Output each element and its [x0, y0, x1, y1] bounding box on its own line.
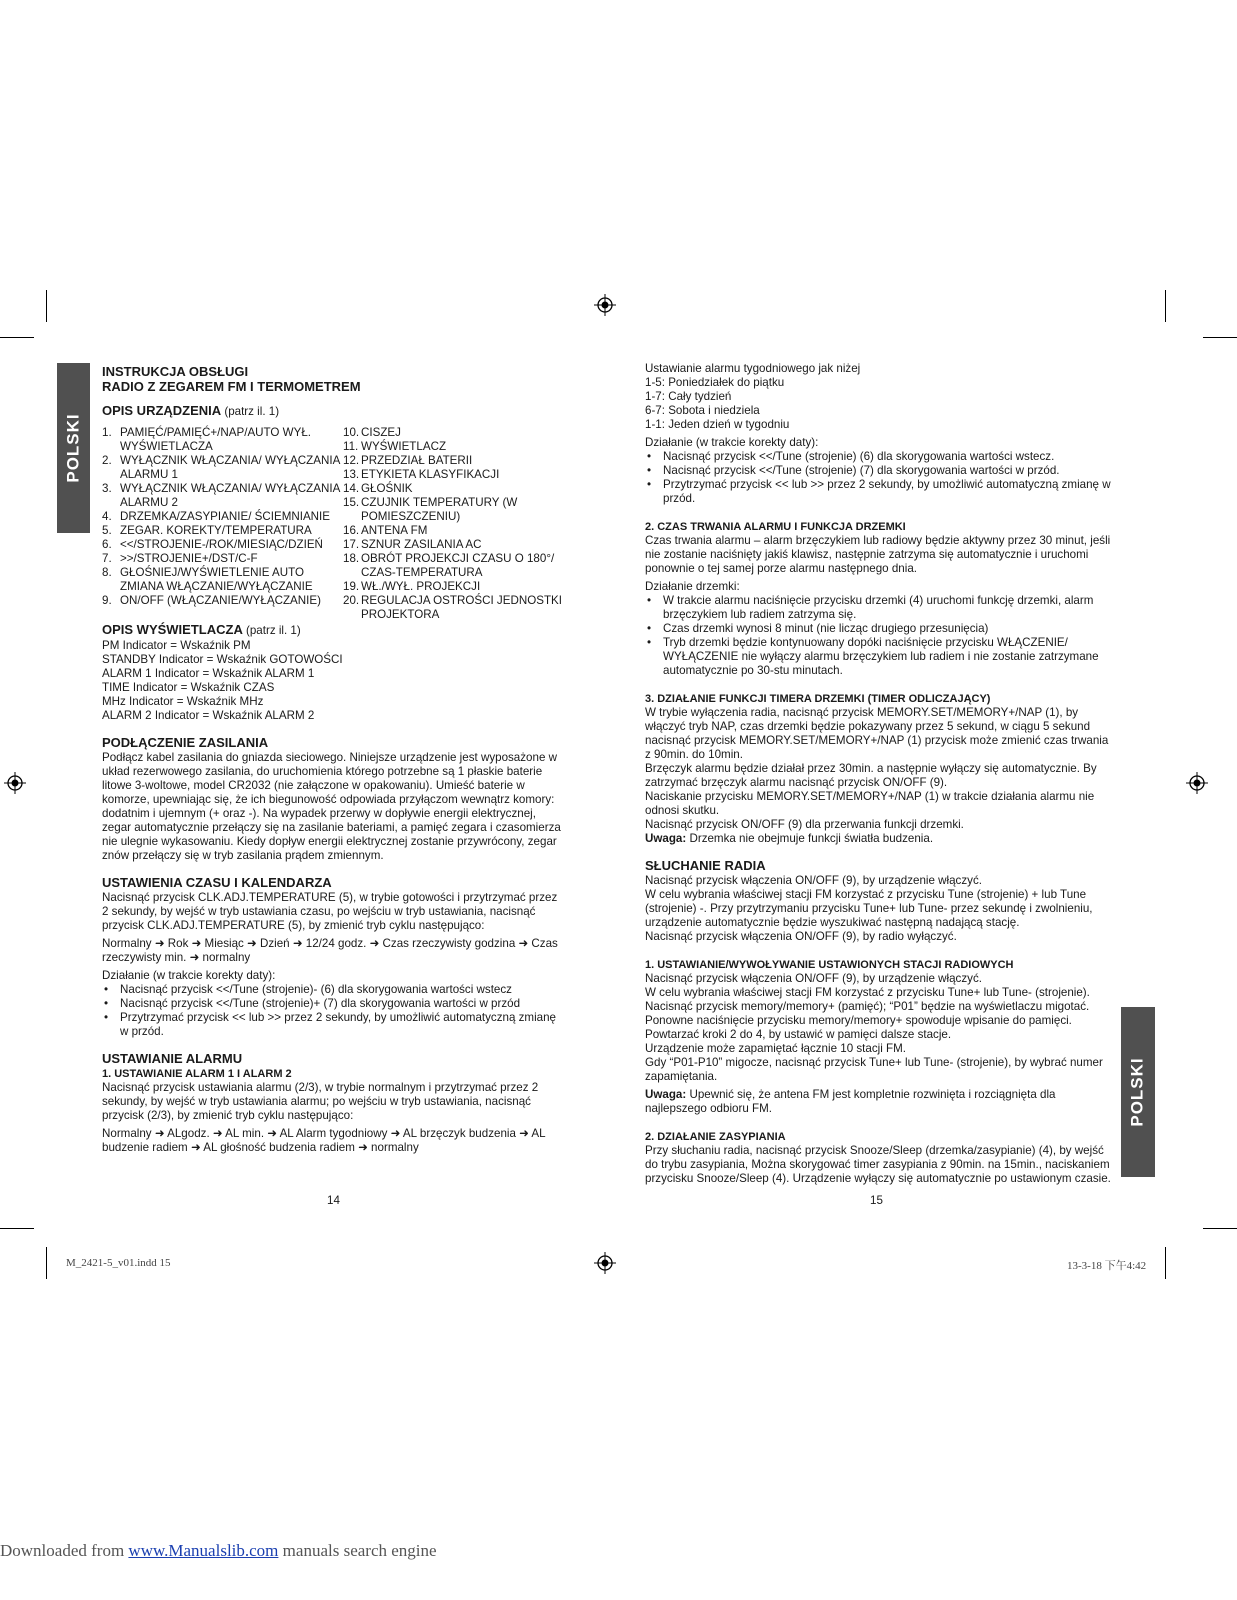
- list-item: 15. CZUJNIK TEMPERATURY (W POMIESZCZENIU): [343, 496, 518, 523]
- section-heading: PODŁĄCZENIE ZASILANIA: [102, 735, 269, 750]
- list-item: • W trakcie alarmu naciśnięcie przycisku drzemki (4) uruchomi funkcję drzemki, alarm brzęczykiem lub radiem zatrzyma się.: [645, 594, 1111, 622]
- parts-list-right: [343, 426, 564, 622]
- subsection-heading: 1. USTAWIANIE ALARM 1 I ALARM 2: [102, 1068, 292, 1080]
- paragraph: W celu wybrania właściwej stacji FM korzystać z przycisku Tune (strojenie) + lub Tune (strojenie) -. Przy przytrzymaniu przycisku Tune+ lub Tune- przez sekundę i zwolnieniu, urządzenie automatycznie będzie wyszukiwać następną nadającą stację.: [645, 888, 1093, 929]
- paragraph: Czas trwania alarmu – alarm brzęczykiem lub radiowy będzie aktywny przez 30 minut, jeśli nie zostanie naciśnięty jakiś klawisz, następnie zatrzyma się automatycznie i uruchomi ponownie o tej samej porze alarmu następnego dnia.: [645, 534, 1111, 575]
- crop-mark: [1165, 1247, 1166, 1279]
- list-item: 14. GŁOŚNIK: [343, 482, 413, 495]
- list-item: 5. ZEGAR. KOREKTY/TEMPERATURA: [102, 524, 312, 537]
- crop-mark: [1203, 1228, 1237, 1229]
- language-tab-left: [57, 363, 90, 533]
- paragraph: Działanie drzemki:: [645, 580, 740, 593]
- paragraph: W celu wybrania właściwej stacji FM korzystać z przycisku Tune+ lub Tune- (strojenie).: [645, 986, 1090, 999]
- list-item: 9. ON/OFF (WŁĄCZANIE/WYŁĄCZANIE): [102, 594, 321, 607]
- paragraph: Powtarzać kroki 2 do 4, by ustawić w pamięci dalsze stacje.: [645, 1028, 952, 1041]
- paragraph: Normalny ➜ ALgodz. ➜ AL min. ➜ AL Alarm tygodniowy ➜ AL brzęczyk budzenia ➜ AL budzenie radiem ➜ AL głośność budzenia radiem ➜ normalny: [102, 1127, 546, 1154]
- paragraph: Nacisnąć przycisk włączenia ON/OFF (9), by radio wyłączyć.: [645, 930, 957, 943]
- list-item: • Czas drzemki wynosi 8 minut (nie licząc drugiego przesunięcia): [645, 622, 1111, 636]
- note: Uwaga: Drzemka nie obejmuje funkcji światła budzenia.: [645, 832, 934, 845]
- paragraph: Urządzenie może zapamiętać łącznie 10 stacji FM.: [645, 1042, 906, 1055]
- display-indicator: ALARM 2 Indicator = Wskaźnik ALARM 2: [102, 709, 315, 722]
- list-item: • Przytrzymać przycisk << lub >> przez 2 sekundy, by umożliwić automatyczną zmianę w przód.: [102, 1011, 564, 1039]
- page-number: 15: [870, 1194, 883, 1207]
- paragraph: Naciskanie przycisku MEMORY.SET/MEMORY+/NAP (1) w trakcie działania alarmu nie odnosi skutku.: [645, 790, 1095, 817]
- list-item: • Tryb drzemki będzie kontynuowany dopóki naciśnięcie przycisku WŁĄCZENIE/ WYŁĄCZENIE nie wyłączy alarmu brzęczykiem lub radiem i nie zostanie zatrzymane automatycznie po 30-stu minutach.: [645, 636, 1111, 678]
- parts-list: [102, 426, 564, 622]
- subsection-heading: 2. DZIAŁANIE ZASYPIANIA: [645, 1131, 786, 1143]
- list-item: 4. DRZEMKA/ZASYPIANIE/ ŚCIEMNIANIE: [102, 510, 331, 523]
- subsection-heading: 3. DZIAŁANIE FUNKCJI TIMERA DRZEMKI (TIMER ODLICZAJĄCY): [645, 693, 991, 705]
- crop-mark: [46, 290, 47, 322]
- paragraph: 1-5: Poniedziałek do piątku: [645, 376, 785, 389]
- manual-subtitle: RADIO Z ZEGAREM FM I TERMOMETREM: [102, 379, 361, 394]
- section-heading: OPIS WYŚWIETLACZA (patrz il. 1): [102, 622, 301, 637]
- crop-mark: [1203, 337, 1237, 338]
- paragraph: Nacisnąć przycisk ustawiania alarmu (2/3), w trybie normalnym i przytrzymać przez 2 sekundy, by wejść w tryb ustawiania alarmu; po wejściu w tryb ustawiania, nacisnąć przycisk (2/3), by zmienić tryb cyklu następująco:: [102, 1081, 539, 1122]
- list-item: 11. WYŚWIETLACZ: [343, 440, 447, 453]
- registration-mark-icon: [594, 1252, 616, 1274]
- list-item: 13. ETYKIETA KLASYFIKACJI: [343, 468, 500, 481]
- language-tab-label: POLSKI: [1128, 1057, 1148, 1127]
- download-credit: Downloaded from www.Manualslib.com manuals search engine: [0, 1541, 437, 1560]
- paragraph: Gdy “P01-P10” migocze, nacisnąć przycisk Tune+ lub Tune- (strojenie), by wybrać numer zapamiętania.: [645, 1056, 1103, 1083]
- display-indicator: TIME Indicator = Wskaźnik CZAS: [102, 681, 275, 694]
- paragraph: Działanie (w trakcie korekty daty):: [102, 969, 276, 982]
- crop-mark: [0, 1228, 34, 1229]
- display-indicator: ALARM 1 Indicator = Wskaźnik ALARM 1: [102, 667, 315, 680]
- print-slug-file: M_2421-5_v01.indd 15: [66, 1257, 171, 1269]
- paragraph: 1-1: Jeden dzień w tygodniu: [645, 418, 790, 431]
- list-item: 20. REGULACJA OSTROŚCI JEDNOSTKI PROJEKTORA: [343, 594, 562, 621]
- list-item: 3. WYŁĄCZNIK WŁĄCZANIA/ WYŁĄCZANIA ALARMU 2: [102, 482, 340, 509]
- paragraph: Działanie (w trakcie korekty daty):: [645, 436, 819, 449]
- language-tab-right: [1121, 1007, 1155, 1177]
- list-item: 17. SZNUR ZASILANIA AC: [343, 538, 482, 551]
- crop-mark: [46, 1247, 47, 1279]
- list-item: 16. ANTENA FM: [343, 524, 428, 537]
- subsection-heading: 1. USTAWIANIE/WYWOŁYWANIE USTAWIONYCH STACJI RADIOWYCH: [645, 959, 1014, 971]
- list-item: 6. <</STROJENIE-/ROK/MIESIĄC/DZIEŃ: [102, 538, 323, 551]
- subsection-heading: 2. CZAS TRWANIA ALARMU I FUNKCJA DRZEMKI: [645, 521, 906, 533]
- paragraph: Nacisnąć przycisk CLK.ADJ.TEMPERATURE (5), w trybie gotowości i przytrzymać przez 2 sekundy, by wejść w tryb ustawiania czasu, po wejściu w tryb ustawiania, nacisnąć przycisk CLK.ADJ.TEMPERATURE (5), by zmienić tryb cyklu następująco:: [102, 891, 558, 932]
- paragraph: Podłącz kabel zasilania do gniazda sieciowego. Niniejsze urządzenie jest wyposażone w układ rezerwowego zasilania, do uruchomienia którego potrzebne są 1 płaskie baterie litowe 3-woltowe, model CR2032 (nie załączone w opakowaniu). Umieść baterie w komorze, upewniając się, że ich biegunowość odpowiada przyłączom wewnątrz komory: dodatnim i ujemnym (+ oraz -). Na wypadek przerwy w dopływie energii elektrycznej, zegar automatycznie przełączy się na zasilanie bateriami, a pamięć zegara i czasomierza nie ulegnie wykasowaniu. Kiedy dopływ energii elektrycznej zostanie przywrócony, zegar znów przełączy się w tryb zasilania prądem zmiennym.: [102, 751, 561, 862]
- registration-mark-icon: [4, 772, 26, 794]
- list-item: 12. PRZEDZIAŁ BATERII: [343, 454, 473, 467]
- bullet-list: [645, 594, 1111, 678]
- section-heading: OPIS URZĄDZENIA (patrz il. 1): [102, 403, 280, 418]
- list-item: 18. OBRÓT PROJEKCJI CZASU O 180°/ CZAS-TEMPERATURA: [343, 552, 555, 579]
- registration-mark-icon: [594, 294, 616, 316]
- parts-list-left: [102, 426, 343, 622]
- list-item: • Nacisnąć przycisk <</Tune (strojenie)+ (7) dla skorygowania wartości w przód: [102, 997, 564, 1011]
- paragraph: Normalny ➜ Rok ➜ Miesiąc ➜ Dzień ➜ 12/24 godz. ➜ Czas rzeczywisty godzina ➜ Czas rzeczywisty min. ➜ normalny: [102, 937, 558, 964]
- paragraph: Nacisnąć przycisk włączenia ON/OFF (9), by urządzenie włączyć.: [645, 874, 982, 887]
- list-item: 19. WŁ./WYŁ. PROJEKCJI: [343, 580, 481, 593]
- paragraph: Brzęczyk alarmu będzie działał przez 30min. a następnie wyłączy się automatycznie. By zatrzymać brzęczyk alarmu nacisnąć przycisk ON/OFF (9).: [645, 762, 1097, 789]
- paragraph: Przy słuchaniu radia, nacisnąć przycisk Snooze/Sleep (drzemka/zasypianie) (4), by wejść do trybu zasypiania, Można skorygować timer zasypiania z 90min. na 15min., naciskaniem przycisku Snooze/Sleep (4). Urządzenie wyłączy się automatycznie po ustawionym czasie.: [645, 1144, 1111, 1185]
- display-indicator: MHz Indicator = Wskaźnik MHz: [102, 695, 264, 708]
- list-item: 1. PAMIĘĆ/PAMIĘĆ+/NAP/AUTO WYŁ. WYŚWIETLACZA: [102, 426, 312, 453]
- paragraph: Nacisnąć przycisk memory/memory+ (pamięć); “P01” będzie na wyświetlaczu migotać.: [645, 1000, 1090, 1013]
- language-tab-label: POLSKI: [63, 413, 83, 483]
- bullet-list: [645, 450, 1111, 506]
- paragraph: Nacisnąć przycisk włączenia ON/OFF (9), by urządzenie włączyć.: [645, 972, 982, 985]
- paragraph: 1-7: Cały tydzień: [645, 390, 732, 403]
- bullet-list: [102, 983, 564, 1039]
- paragraph: Ponowne naciśnięcie przycisku memory/memory+ spowoduje wpisanie do pamięci.: [645, 1014, 1072, 1027]
- print-slug-date: 13-3-18 下午4:42: [1067, 1260, 1147, 1272]
- crop-mark: [1165, 290, 1166, 322]
- list-item: 8. GŁOŚNIEJ/WYŚWIETLENIE AUTO ZMIANA WŁĄCZANIE/WYŁĄCZANIE: [102, 566, 313, 593]
- display-indicator: STANDBY Indicator = Wskaźnik GOTOWOŚCI: [102, 653, 343, 666]
- registration-mark-icon: [1186, 772, 1208, 794]
- right-page: [645, 362, 1111, 1186]
- list-item: • Nacisnąć przycisk <</Tune (strojenie) (7) dla skorygowania wartości w przód.: [645, 464, 1111, 478]
- paragraph: Ustawianie alarmu tygodniowego jak niżej: [645, 362, 861, 375]
- list-item: • Przytrzymać przycisk << lub >> przez 2 sekundy, by umożliwić automatyczną zmianę w przód.: [645, 478, 1111, 506]
- page-number: 14: [327, 1194, 340, 1207]
- manualslib-link[interactable]: www.Manualslib.com: [128, 1541, 279, 1560]
- section-heading: SŁUCHANIE RADIA: [645, 858, 766, 873]
- paragraph: W trybie wyłączenia radia, nacisnąć przycisk MEMORY.SET/MEMORY+/NAP (1), by włączyć tryb NAP, czas drzemki będzie pokazywany przez 5 sekund, w ciągu 5 sekund nacisnąć przycisk MEMORY.SET/MEMORY+/NAP (1) przycisk może zmienić czas trwania z 90min. do 10min.: [645, 706, 1109, 761]
- left-page: [102, 364, 564, 1155]
- crop-mark: [0, 337, 34, 338]
- paragraph: 6-7: Sobota i niedziela: [645, 404, 760, 417]
- list-item: 10. CISZEJ: [343, 426, 401, 439]
- list-item: 2. WYŁĄCZNIK WŁĄCZANIA/ WYŁĄCZANIA ALARMU 1: [102, 454, 340, 481]
- paragraph: Nacisnąć przycisk ON/OFF (9) dla przerwania funkcji drzemki.: [645, 818, 964, 831]
- manual-title: INSTRUKCJA OBSŁUGI: [102, 364, 249, 379]
- list-item: 7. >>/STROJENIE+/DST/C-F: [102, 552, 258, 565]
- list-item: • Nacisnąć przycisk <</Tune (strojenie) (6) dla skorygowania wartości wstecz.: [645, 450, 1111, 464]
- note: Uwaga: Upewnić się, że antena FM jest kompletnie rozwinięta i rozciągnięta dla najlepszego odbioru FM.: [645, 1088, 1056, 1115]
- list-item: • Nacisnąć przycisk <</Tune (strojenie)- (6) dla skorygowania wartości wstecz: [102, 983, 564, 997]
- section-heading: USTAWIENIA CZASU I KALENDARZA: [102, 875, 332, 890]
- display-indicator: PM Indicator = Wskaźnik PM: [102, 639, 251, 652]
- section-heading: USTAWIANIE ALARMU: [102, 1051, 243, 1066]
